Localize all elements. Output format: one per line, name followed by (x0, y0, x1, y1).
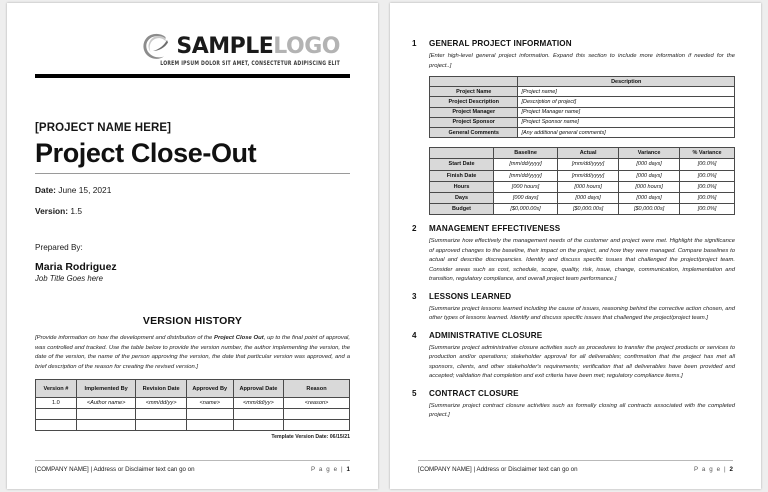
section-title: LESSONS LEARNED (429, 291, 512, 301)
footer-page-word: P a g e | (310, 466, 344, 473)
col-blank-corner (430, 77, 518, 87)
section-title: GENERAL PROJECT INFORMATION (429, 39, 572, 48)
section-number: 2 (412, 224, 417, 234)
cell-version[interactable]: 1.0 (36, 398, 77, 409)
table-row[interactable] (36, 409, 350, 420)
cell-revision-date[interactable]: <mm/dd/yy> (136, 398, 186, 409)
logo-area (35, 33, 350, 67)
col-revision-date: Revision Date (136, 380, 186, 398)
table-row[interactable] (430, 192, 735, 203)
col-reason: Reason (284, 380, 350, 398)
logo-wordmark (176, 36, 340, 58)
col-actual: Actual (558, 148, 619, 159)
title-divider (35, 173, 350, 174)
col-baseline: Baseline (494, 148, 558, 159)
row-label-budget: Budget (430, 204, 494, 215)
section-number: 4 (412, 330, 417, 340)
col-approved-by: Approved By (186, 380, 233, 398)
cover-title-block (35, 122, 350, 284)
section-contract-closure (412, 389, 735, 421)
cell-budget-baseline[interactable]: [$0,000.00s] (494, 204, 558, 215)
cell-start-date-pct-variance[interactable]: [00.0%] (680, 159, 735, 170)
table-row[interactable] (430, 170, 735, 181)
row-label-project-sponsor: Project Sponsor (430, 117, 518, 127)
cell-finish-date-baseline[interactable]: [mm/dd/yyyy] (494, 170, 558, 181)
cell-implemented-by[interactable] (76, 420, 136, 431)
section-administrative-closure (412, 331, 735, 382)
cell-days-actual[interactable]: [000 days] (558, 192, 619, 203)
cell-start-date-variance[interactable]: [000 days] (619, 159, 680, 170)
col-percent-variance: % Variance (680, 148, 735, 159)
table-row[interactable] (430, 107, 735, 117)
cell-hours-variance[interactable]: [000 hours] (619, 181, 680, 192)
row-value-project-sponsor[interactable]: [Project Sponsor name] (518, 117, 735, 127)
cell-finish-date-variance[interactable]: [000 days] (619, 170, 680, 181)
date-label: Date: (35, 185, 56, 196)
author-job-title: Job Title Goes here (35, 274, 103, 284)
cell-revision-date[interactable] (136, 409, 186, 420)
cell-start-date-actual[interactable]: [mm/dd/yyyy] (558, 159, 619, 170)
cell-version[interactable] (36, 409, 77, 420)
cell-hours-actual[interactable]: [000 hours] (558, 181, 619, 192)
cell-approved-by[interactable] (186, 420, 233, 431)
author-name: Maria Rodriguez (35, 261, 117, 274)
table-row[interactable] (36, 398, 350, 409)
table-row[interactable] (430, 127, 735, 137)
page-2 (390, 3, 761, 489)
row-label-start-date: Start Date (430, 159, 494, 170)
version-history-heading: VERSION HISTORY (142, 315, 243, 328)
section-lessons-learned (412, 292, 735, 324)
row-value-general-comments[interactable]: [Any additional general comments] (518, 127, 735, 137)
cell-budget-pct-variance[interactable]: [00.0%] (680, 204, 735, 215)
section-title: CONTRACT CLOSURE (429, 388, 519, 398)
cell-reason[interactable] (284, 420, 350, 431)
footer-page-value: 2 (729, 466, 733, 473)
section-body: [Enter high-level general project information. Expand this section to include more information if needed for the project..] (429, 53, 735, 69)
table-row[interactable] (430, 117, 735, 127)
footer-divider (418, 460, 733, 461)
table-row[interactable] (430, 204, 735, 215)
section-number: 3 (412, 291, 417, 301)
table-header-row (430, 77, 735, 87)
cell-approved-by[interactable]: <name> (186, 398, 233, 409)
col-version-number: Version # (36, 380, 77, 398)
row-label-hours: Hours (430, 181, 494, 192)
row-value-project-description[interactable]: [Description of project] (518, 97, 735, 107)
row-label-general-comments: General Comments (430, 127, 518, 137)
cell-hours-pct-variance[interactable]: [00.0%] (680, 181, 735, 192)
row-label-project-manager: Project Manager (430, 107, 518, 117)
project-name-placeholder: [PROJECT NAME HERE] (35, 121, 172, 134)
col-implemented-by: Implemented By (76, 380, 136, 398)
row-value-project-manager[interactable]: [Project Manager name] (518, 107, 735, 117)
cover-date-line (35, 185, 350, 195)
cell-days-baseline[interactable]: [000 days] (494, 192, 558, 203)
cover-version-line (35, 206, 350, 216)
section-body: [Summarize project contract closure activities such as formally closing all contracts associated with the completed project.] (429, 402, 735, 419)
row-value-project-name[interactable]: [Project name] (518, 87, 735, 97)
col-approval-date: Approval Date (233, 380, 283, 398)
cell-budget-actual[interactable]: [$0,000.00s] (558, 204, 619, 215)
vh-intro-prefix: [Provide information on how the development and distribution of the (35, 335, 215, 342)
section-number: 5 (412, 388, 417, 398)
footer-company-text: [COMPANY NAME] | Address or Disclaimer text can go on (35, 466, 195, 473)
page-2-footer (418, 460, 733, 473)
footer-divider (35, 460, 350, 461)
footer-page-value: 1 (346, 466, 350, 473)
table-row[interactable] (430, 159, 735, 170)
cell-days-pct-variance[interactable]: [00.0%] (680, 192, 735, 203)
row-label-project-description: Project Description (430, 97, 518, 107)
section-title: MANAGEMENT EFFECTIVENESS (429, 224, 561, 234)
table-header-row (430, 148, 735, 159)
date-value: June 15, 2021 (58, 185, 112, 196)
cell-reason[interactable] (284, 409, 350, 420)
cell-budget-variance[interactable]: [$0,000.00s] (619, 204, 680, 215)
cell-version[interactable] (36, 420, 77, 431)
footer-company-text: [COMPANY NAME] | Address or Disclaimer text can go on (418, 466, 578, 473)
table-header-row (36, 380, 350, 398)
cell-finish-date-pct-variance[interactable]: [00.0%] (680, 170, 735, 181)
logo-primary-text: SAMPLE (176, 34, 274, 59)
header-divider (35, 74, 350, 78)
table-row[interactable] (36, 420, 350, 431)
col-blank-corner (430, 148, 494, 159)
prepared-by-label: Prepared By: (35, 243, 83, 253)
schedule-budget-table (429, 147, 735, 215)
section-title: ADMINISTRATIVE CLOSURE (429, 330, 543, 340)
cell-implemented-by[interactable]: <Author name> (76, 398, 136, 409)
version-history-intro (35, 334, 350, 372)
cell-days-variance[interactable]: [000 days] (619, 192, 680, 203)
section-body: [Summarize project lessons learned including the cause of issues, reasoning behind the corrective action chosen, and other types of lessons learned. Identify and discuss specific issues that challenged the project/project team.] (429, 305, 735, 322)
cell-approved-by[interactable] (186, 409, 233, 420)
swoosh-circle-icon (142, 33, 172, 61)
footer-page-word: P a g e | (693, 466, 727, 473)
vh-intro-suffix: , up to the final point of approval, was controlled and tracked. Use the table below to provide the version number, the author implementing the version, the date of the version, the name of the person approving the version, the date that particular version was approved, and a brief description of the reason for creating the revised version.] (35, 335, 350, 370)
logo-secondary-text: LOGO (273, 34, 340, 59)
section-general-project-information (412, 39, 735, 215)
template-version-note: Template Version Date: 06/15/21 (271, 434, 350, 441)
table-row[interactable] (430, 181, 735, 192)
page-1-footer (35, 460, 350, 473)
footer-page-number (694, 466, 733, 473)
version-value: 1.5 (70, 206, 83, 217)
col-variance: Variance (619, 148, 680, 159)
section-management-effectiveness (412, 224, 735, 285)
version-history-table (35, 379, 350, 431)
row-label-finish-date: Finish Date (430, 170, 494, 181)
cell-start-date-baseline[interactable]: [mm/dd/yyyy] (494, 159, 558, 170)
page-1 (7, 3, 378, 489)
cell-implemented-by[interactable] (76, 409, 136, 420)
cell-finish-date-actual[interactable]: [mm/dd/yyyy] (558, 170, 619, 181)
version-label: Version: (35, 206, 69, 217)
section-body: [Summarize project administrative closure activities such as procedures to transfer the project products or services to production and/or operations; stakeholder approval for all deliverables; confirmation that the project has met all sponsors, clients, and other stakeholder's requirements; verification that all deliverables have been provided and accepted; validation that completion and exit criteria have been met; regulatory compliance items.] (429, 344, 735, 380)
cell-approval-date[interactable] (233, 420, 283, 431)
cell-approval-date[interactable]: <mm/dd/yy> (233, 398, 283, 409)
logo-tagline: LOREM IPSUM DOLOR SIT AMET, CONSECTETUR ADIPISCING ELIT (160, 61, 340, 68)
cell-reason[interactable]: <reason> (284, 398, 350, 409)
table-row[interactable] (430, 87, 735, 97)
row-label-days: Days (430, 192, 494, 203)
vh-intro-bold: Project Close Out (214, 335, 264, 342)
section-number: 1 (412, 39, 417, 48)
section-body: [Summarize how effectively the management needs of the customer and project were met. Highlight the significance of approved changes to the baseline, their impact on the project, and how they were managed. Compare baselines to actual and describe discrepancies. Identify and discuss specific issues that challenged the project/project team. Consider areas such as cost, schedule, scope, quality, risk, issue, change, communication, implementation and transition, regulatory compliance, and overall project team performance.] (429, 238, 735, 283)
cell-approval-date[interactable] (233, 409, 283, 420)
col-description: Description (518, 77, 735, 87)
cell-hours-baseline[interactable]: [000 hours] (494, 181, 558, 192)
table-row[interactable] (430, 97, 735, 107)
footer-page-number (311, 466, 350, 473)
general-project-info-table (429, 76, 735, 138)
cell-revision-date[interactable] (136, 420, 186, 431)
page-title: Project Close-Out (35, 137, 257, 168)
row-label-project-name: Project Name (430, 87, 518, 97)
